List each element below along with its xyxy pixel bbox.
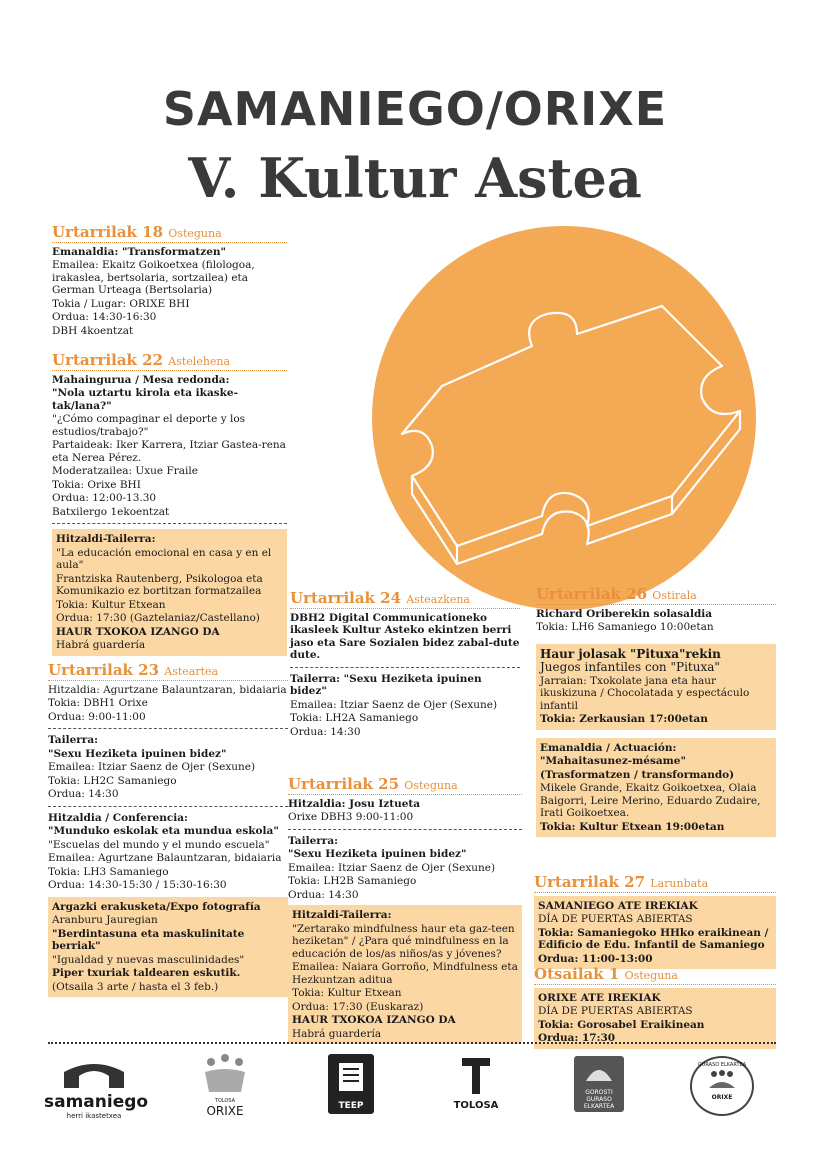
teep-logo: [328, 1054, 374, 1114]
orixe-logo: [190, 1052, 260, 1118]
event-time: Ordua: 9:00-11:00: [48, 710, 146, 723]
event-time: Ordua: 14:30: [48, 788, 119, 800]
event-title: Emanaldia / Actuación:: [540, 741, 677, 754]
event-title: SAMANIEGO ATE IREKIAK: [538, 899, 698, 912]
section-jan-27: [534, 873, 776, 969]
event-subject: "Sexu Heziketa ipuinen bidez": [288, 848, 467, 860]
highlight-box: [534, 896, 776, 970]
section-jan-25: [288, 775, 522, 1044]
event-speaker: Emailea: Ekaitz Goikoetxea (filologoa, irakaslea, bertsolaria, sortzailea) eta German Urteaga (Bertsolaria): [52, 259, 255, 296]
date-heading: Urtarrilak 23 Asteartea: [48, 664, 288, 681]
divider: [48, 728, 288, 729]
event-place: Tokia: Kultur Etxean: [292, 987, 402, 999]
event-title: Emanaldia: "Transformatzen": [52, 245, 226, 258]
event-speaker: Emailea: Itziar Saenz de Ojer (Sexune): [48, 761, 256, 773]
highlight-box: [536, 738, 776, 838]
event-subject-eu: "Munduko eskolak eta mundua eskola": [48, 825, 279, 837]
date-heading: Urtarrilak 22 Astelehena: [52, 354, 287, 371]
highlight-box: [536, 644, 776, 730]
event-title: Hitzaldia: Josu Iztueta: [288, 797, 421, 810]
event-title: Haur jolasak "Pituxa"rekin: [540, 646, 721, 661]
event-audience: Batxilergo 1ekoentzat: [52, 505, 170, 518]
event-title: Richard Oriberekin solasaldia: [536, 607, 713, 620]
event-title: Tailerra:: [288, 834, 339, 847]
event-title-es: Juegos infantiles con "Pituxa": [540, 660, 720, 674]
event-title-es: DÍA DE PUERTAS ABIERTAS: [538, 1005, 693, 1017]
divider: [288, 829, 522, 830]
date-heading: Urtarrilak 24 Asteazkena: [290, 592, 520, 609]
gorosti-leaf-icon: [582, 1059, 616, 1085]
event-subject-es: "Igualdad y nuevas masculinidades": [52, 953, 245, 966]
event-time: Ordua: 14:30-15:30 / 15:30-16:30: [48, 879, 227, 891]
event-title-es: DÍA DE PUERTAS ABIERTAS: [538, 913, 693, 925]
event-title: Hitzaldia / Conferencia:: [48, 811, 188, 824]
event-place: Tokia: Zerkausian 17:00etan: [540, 713, 708, 725]
event-title: Hitzaldi-Tailerra:: [292, 909, 392, 921]
event-time: Ordua: 14:30-16:30: [52, 311, 157, 323]
section-jan-26: [536, 585, 776, 837]
event-title: Tailerra:: [48, 734, 99, 746]
childcare-note-es: Habrá guardería: [56, 639, 146, 651]
event-audience: DBH 4koentzat: [52, 324, 134, 337]
section-jan-22: [52, 351, 287, 656]
event-credit: Piper txuriak taldearen eskutik.: [52, 967, 241, 979]
orixe-logo-sub: TOLOSA: [214, 1098, 236, 1104]
section-jan-24: [290, 589, 520, 739]
divider: [48, 806, 288, 807]
samaniego-logo: [44, 1058, 149, 1120]
event-subtitle: (Trasformatzen / transformando): [540, 768, 735, 781]
event-title: Hitzaldia: Agurtzane Balauntzaran, bidaiaria: [48, 683, 287, 696]
childcare-note: HAUR TXOKOA IZANGO DA: [56, 625, 220, 638]
section-jan-23: [48, 661, 288, 997]
event-participants: Partaideak: Iker Karrera, Itziar Gastea-rena eta Nerea Pérez.: [52, 439, 286, 464]
event-subject: "Sexu Heziketa ipuinen bidez": [48, 747, 227, 760]
event-time: Ordua: 14:30: [288, 888, 359, 901]
childcare-note-es: Habrá guardería: [292, 1027, 382, 1040]
event-subject: "Zertarako mindfulness haur eta gaz-teen heziketan" / ¿Para qué mindfulness en la educación de los/as niños/as y jóvenes?: [292, 922, 515, 960]
highlight-box: [52, 529, 287, 656]
event-place: Tokia: LH2A Samaniego: [290, 712, 419, 724]
event-time: Ordua: 11:00-13:00: [538, 952, 653, 965]
date-heading: Urtarrilak 27 Larunbata: [534, 876, 776, 893]
event-time: Ordua: 17:30 (Euskaraz): [292, 1000, 424, 1013]
event-speaker: Emailea: Agurtzane Balauntzaran, bidaiaria: [48, 852, 282, 864]
event-time: Ordua: 17:30 (Gaztelaniaz/Castellano): [56, 612, 260, 624]
date-heading: Urtarrilak 25 Osteguna: [288, 778, 522, 795]
footer-divider: [48, 1042, 776, 1044]
gorosti-logo-text: GOROSTI GURASO ELKARTEA: [583, 1089, 615, 1110]
event-intro: DBH2 Digital Communicationeko ikasleek Kultur Asteko ekintzen berri jaso eta Sare Sozialen bidez zabal-dute dute.: [290, 611, 520, 661]
guraso-figures-icon: [705, 1068, 739, 1090]
tolosa-emblem-icon: [456, 1054, 496, 1096]
event-subject-eu: "Berdintasuna eta maskulinitate berriak": [52, 927, 245, 952]
event-dates: (Otsaila 3 arte / hasta el 3 feb.): [52, 980, 219, 993]
tolosa-logo: [448, 1054, 504, 1111]
orixe-logo-text: ORIXE: [206, 1104, 244, 1118]
event-speaker: Emailea: Naiara Gorroño, Mindfulness eta Hezkuntzan aditua: [292, 961, 518, 986]
highlight-box: [534, 988, 776, 1049]
event-place: Tokia: Kultur Etxean: [56, 598, 166, 611]
event-place: Tokia: LH3 Samaniego: [48, 865, 169, 878]
tolosa-logo-text: TOLOSA: [453, 1100, 499, 1111]
event-place: Orixe DBH3 9:00-11:00: [288, 811, 414, 823]
guraso-logo-text: GURASO ELKARTEA: [697, 1062, 747, 1068]
guraso-logo: [690, 1056, 754, 1116]
event-speaker: Emailea: Itziar Saenz de Ojer (Sexune): [290, 698, 498, 711]
event-extra: Jarraian: Txokolate jana eta haur ikuskizuna / Chocolatada y espectáculo infantil: [540, 674, 750, 712]
event-time: Ordua: 12:00-13.30: [52, 492, 157, 504]
event-subject-eu: "Nola uztartu kirola eta ikaske-tak/lana?": [52, 387, 238, 412]
date-heading: Urtarrilak 26 Ostirala: [536, 588, 776, 605]
poster-title-school: SAMANIEGO/ORIXE: [162, 82, 668, 136]
samaniego-logo-sub: herri ikastetxea: [66, 1112, 122, 1120]
divider: [52, 523, 287, 524]
event-moderator: Moderatzailea: Uxue Fraile: [52, 465, 198, 477]
puzzle-piece-icon: [372, 226, 756, 610]
divider: [290, 667, 520, 668]
event-place: Tokia: LH2C Samaniego: [48, 774, 177, 787]
samaniego-logo-text: samaniego: [44, 1092, 149, 1112]
section-feb-1: [534, 965, 776, 1049]
highlight-box: [48, 897, 288, 998]
event-subject: "Mahaitasunez-mésame": [540, 755, 686, 767]
highlight-box: [288, 905, 522, 1044]
event-place: Tokia: LH2B Samaniego: [288, 875, 417, 887]
gorosti-logo: [574, 1056, 624, 1112]
event-organizer: Aranburu Jauregian: [52, 914, 158, 926]
event-time: Ordua: 14:30: [290, 725, 361, 738]
guraso-logo-sub: ORIXE: [711, 1094, 733, 1101]
event-people: Mikele Grande, Ekaitz Goikoetxea, Olaia Baigorri, Leire Merino, Eduardo Zudaire, Irati Goikoetxea.: [540, 782, 761, 819]
poster-title-event: V. Kultur Astea: [188, 146, 642, 210]
event-place: Tokia: Gorosabel Eraikinean: [538, 1018, 705, 1031]
childcare-note: HAUR TXOKOA IZANGO DA: [292, 1014, 456, 1026]
event-title: Mahaingurua / Mesa redonda:: [52, 373, 230, 386]
section-jan-18: [52, 223, 287, 338]
event-place: Tokia / Lugar: ORIXE BHI: [52, 297, 190, 310]
date-heading: Otsailak 1 Osteguna: [534, 968, 776, 985]
event-place: Tokia: DBH1 Orixe: [48, 697, 148, 709]
event-title: Argazki erakusketa/Expo fotografía: [52, 900, 261, 913]
school-building-icon: [59, 1058, 129, 1092]
teep-logo-text: TEEP: [338, 1101, 364, 1111]
date-heading: Urtarrilak 18 Osteguna: [52, 226, 287, 243]
event-title: Tailerra: "Sexu Heziketa ipuinen bidez": [290, 672, 482, 697]
event-speaker: Emailea: Itziar Saenz de Ojer (Sexune): [288, 861, 496, 874]
teep-emblem-icon: [331, 1057, 371, 1097]
event-place: Tokia: LH6 Samaniego 10:00etan: [536, 621, 714, 633]
event-subject-es: "¿Cómo compaginar el deporte y los estudios/trabajo?": [52, 413, 246, 438]
event-place: Tokia: Kultur Etxean 19:00etan: [540, 820, 725, 833]
orixe-emblem-icon: [197, 1052, 253, 1094]
event-place: Tokia: Samaniegoko HHko eraikinean / Edificio de Edu. Infantil de Samaniego: [538, 926, 769, 951]
event-subject-es: "Escuelas del mundo y el mundo escuela": [48, 838, 270, 851]
event-title: ORIXE ATE IREKIAK: [538, 991, 661, 1004]
event-subject: "La educación emocional en casa y en el aula": [56, 546, 272, 571]
event-place: Tokia: Orixe BHI: [52, 478, 141, 491]
event-title: Hitzaldi-Tailerra:: [56, 533, 156, 545]
event-speaker: Frantziska Rautenberg, Psikologoa eta Komunikazio ez bortitzan formatzailea: [56, 572, 263, 597]
event-time: Ordua: 17:30: [538, 1032, 616, 1044]
